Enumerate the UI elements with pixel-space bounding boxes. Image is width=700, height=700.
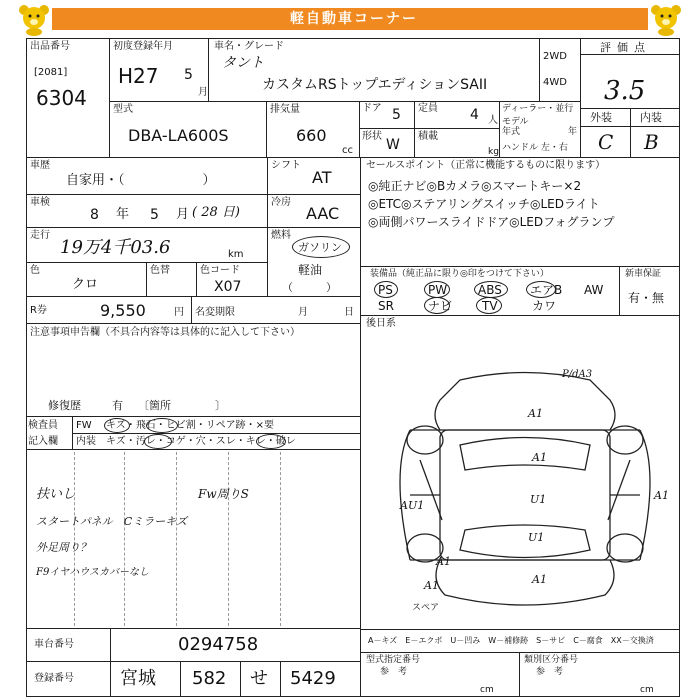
inspection-label: 車検 — [30, 197, 50, 208]
doors-label: ドア — [362, 103, 382, 114]
equip-circle — [424, 297, 453, 314]
spec2-cm: cm — [640, 685, 654, 695]
color-code: X07 — [214, 279, 242, 295]
shift-label: シフト — [271, 160, 301, 171]
drive-box — [539, 38, 581, 102]
steering-label: ハンドル 左・右 — [502, 143, 568, 153]
inspection-month-unit: 月 — [176, 207, 190, 222]
spec-label: 型式指定番号 — [366, 655, 421, 665]
note-line: スタートパネル Cミラーキズ — [36, 515, 187, 528]
drive-4wd: 4WD — [543, 77, 567, 88]
mark-circle — [146, 418, 178, 433]
inspection-year-unit: 年 — [116, 207, 130, 222]
note-line: 外足周り？ — [36, 541, 91, 554]
mileage-value: 19万4千03.6 — [60, 237, 171, 258]
int-label: 内装 — [76, 436, 96, 447]
equip-leather: カワ — [532, 299, 557, 313]
displacement-label: 排気量 — [270, 104, 300, 115]
equip-circle — [476, 297, 502, 314]
dealer-label: ディーラー・並行 — [502, 104, 574, 114]
name-expiry-day: 日 — [344, 307, 354, 318]
color-label: 色 — [30, 265, 40, 276]
usage-label: 車歴 — [30, 160, 50, 171]
grade-ext: C — [598, 130, 614, 154]
inspector-label: 検査員 — [28, 420, 58, 431]
ac-value: AAC — [306, 204, 340, 223]
spare-label: スペア — [412, 603, 440, 613]
equip-aw: AW — [584, 283, 604, 297]
ac-label: 冷房 — [271, 197, 291, 208]
mileage-unit: km — [228, 249, 244, 260]
lot-number: 6304 — [36, 86, 87, 110]
equip-airb: エアB — [530, 283, 563, 297]
damage-mark: A1 — [528, 407, 543, 420]
fuel-diesel: 軽油 — [298, 263, 323, 277]
plate-pref: 宮城 — [120, 668, 156, 689]
lot-label: 出品番号 — [30, 41, 70, 52]
notice-label: 注意事項申告欄（不具合内容等は具体的に記入して下さい） — [30, 327, 300, 338]
displacement-value: 660 — [296, 126, 327, 145]
damage-mark: A1 — [532, 573, 547, 586]
damage-mark: U1 — [530, 493, 547, 506]
sales-point-line: ◎純正ナビ◎Bカメラ◎スマートキー×2 — [368, 179, 582, 193]
inspection-year: 8 — [90, 207, 99, 223]
equip-circle — [424, 281, 450, 298]
sales-point-line: ◎ETC◎ステアリングスイッチ◎LEDライト — [368, 197, 600, 211]
inspector-label: 記入欄 — [28, 436, 58, 447]
doors-value: 5 — [392, 107, 401, 123]
fw-items: キズ・飛石・ヒビ割・リペア跡・×要 — [106, 420, 274, 431]
plate-class: 582 — [192, 668, 227, 689]
color-swap-label: 色替 — [150, 265, 170, 276]
damage-mark: U1 — [528, 531, 545, 544]
color-value: クロ — [72, 277, 99, 292]
displacement-unit: cc — [342, 145, 353, 156]
damage-mark: P/dA3 — [562, 369, 593, 380]
note-line: F9イヤハウスカバーなし — [36, 567, 150, 578]
notes-area — [26, 449, 361, 629]
model-label: 型式 — [113, 104, 133, 115]
first-reg-month: 5 — [184, 67, 193, 83]
model-year-unit: 年 — [568, 127, 578, 137]
equip-navi: ナビ — [428, 299, 453, 313]
header-bar — [0, 0, 700, 36]
equip-sr: SR — [378, 299, 394, 313]
sales-point-line: ◎両側パワースライドドア◎LEDフォグランプ — [368, 215, 615, 229]
legend-text: A－キズ E－エクボ U－凹み W－補修跡 S－サビ C－腐食 XX－交換済 — [368, 636, 654, 645]
damage-mark: A1 — [532, 451, 547, 464]
int-items: キズ・汚レ・コゲ・穴・スレ・キレ・破レ — [106, 436, 296, 447]
lot-small: [2081] — [34, 67, 68, 78]
equip-circle — [374, 281, 398, 298]
fuel-gas: ガソリン — [298, 241, 342, 254]
repair-value: 有 — [112, 399, 123, 412]
r-price-value: 9,550 — [100, 301, 146, 320]
repair-place: 〔箇所 〕 — [138, 399, 226, 412]
first-reg-month-unit: 月 — [198, 87, 208, 98]
first-reg-label: 初度登録年月 — [113, 41, 173, 52]
seats-unit: 人 — [488, 115, 498, 126]
header-title: 軽自動車コーナー — [290, 11, 418, 27]
grade-ext-label: 外装 — [590, 111, 612, 124]
equipment-label: 装備品（純正品に限り◎印をつけて下さい） — [370, 269, 549, 279]
fuel-gas-circle — [292, 236, 350, 258]
equip-tv: TV — [482, 299, 498, 313]
grade-value: 3.5 — [604, 76, 646, 106]
sales-points-label: セールスポイント（正常に機能するものに限ります） — [366, 160, 606, 171]
rear-label: 後日系 — [366, 318, 396, 329]
model-year-label2: 年式 — [502, 127, 521, 137]
grade-label: 評価点 — [600, 41, 651, 54]
color-code-label: 色コード — [200, 265, 240, 276]
equip-ps: PS — [378, 283, 393, 297]
grade-int-label: 内装 — [640, 111, 662, 124]
note-right: Fw周りS — [198, 487, 249, 501]
fuel-other: （ ） — [282, 281, 337, 294]
fuel-label: 燃料 — [271, 230, 291, 241]
spec2-label: 類別区分番号 — [524, 655, 579, 665]
model-year-label1: モデル — [502, 117, 529, 127]
body-form-label: 形状 — [362, 131, 382, 142]
bear-logo-icon — [648, 2, 684, 36]
usage-value: 自家用・（ ） — [66, 173, 216, 188]
car-grade: カスタムRSトップエディションSAII — [262, 77, 488, 93]
bear-logo-icon — [16, 2, 52, 36]
inspection-day: ( 28 日) — [192, 205, 240, 220]
load-unit: kg — [488, 147, 499, 157]
spec2-sub: 参 考 — [536, 667, 564, 677]
damage-mark: AU1 — [400, 499, 425, 512]
grade-int: B — [644, 130, 659, 154]
mark-circle — [256, 434, 286, 449]
r-price-label: R券 — [30, 305, 47, 316]
mark-circle — [144, 434, 172, 449]
body-form-value: W — [386, 137, 400, 153]
seats-value: 4 — [470, 107, 479, 123]
fw-label: FW — [76, 420, 92, 431]
car-label: 車名・グレード — [214, 41, 284, 52]
plate-num: 5429 — [290, 668, 336, 689]
plate-label: 登録番号 — [34, 673, 74, 684]
shift-value: AT — [312, 168, 332, 187]
damage-mark: A1 — [424, 579, 439, 592]
plate-kana: せ — [250, 668, 268, 689]
damage-mark: A1 — [654, 489, 669, 502]
load-label: 積載 — [418, 131, 438, 142]
note-line: 扶いし — [36, 487, 76, 502]
damage-mark: A1 — [436, 555, 451, 568]
inspection-month: 5 — [150, 207, 159, 223]
mark-circle — [104, 418, 130, 433]
spec-sub: 参 考 — [380, 667, 408, 677]
equip-pw: PW — [428, 283, 448, 297]
warranty-value: 有・無 — [628, 291, 665, 305]
warranty-label: 新車保証 — [625, 269, 662, 279]
first-reg-era: H27 — [118, 64, 159, 88]
r-price-unit: 円 — [174, 307, 184, 318]
repair-label: 修復歴 — [48, 399, 81, 412]
seats-label: 定員 — [418, 103, 438, 114]
name-expiry-label: 名変期限 — [195, 307, 235, 318]
equip-circle — [474, 281, 508, 298]
sales-points-box — [360, 157, 680, 267]
car-name: タント — [222, 55, 264, 71]
chassis-label: 車台番号 — [34, 639, 74, 650]
equip-abs: ABS — [478, 283, 502, 297]
chassis-value: 0294758 — [178, 634, 259, 655]
model-value: DBA-LA600S — [128, 126, 229, 145]
spec-cm: cm — [480, 685, 494, 695]
drive-2wd: 2WD — [543, 51, 567, 62]
name-expiry-month: 月 — [298, 307, 308, 318]
equip-circle — [526, 281, 556, 298]
mileage-label: 走行 — [30, 230, 50, 241]
